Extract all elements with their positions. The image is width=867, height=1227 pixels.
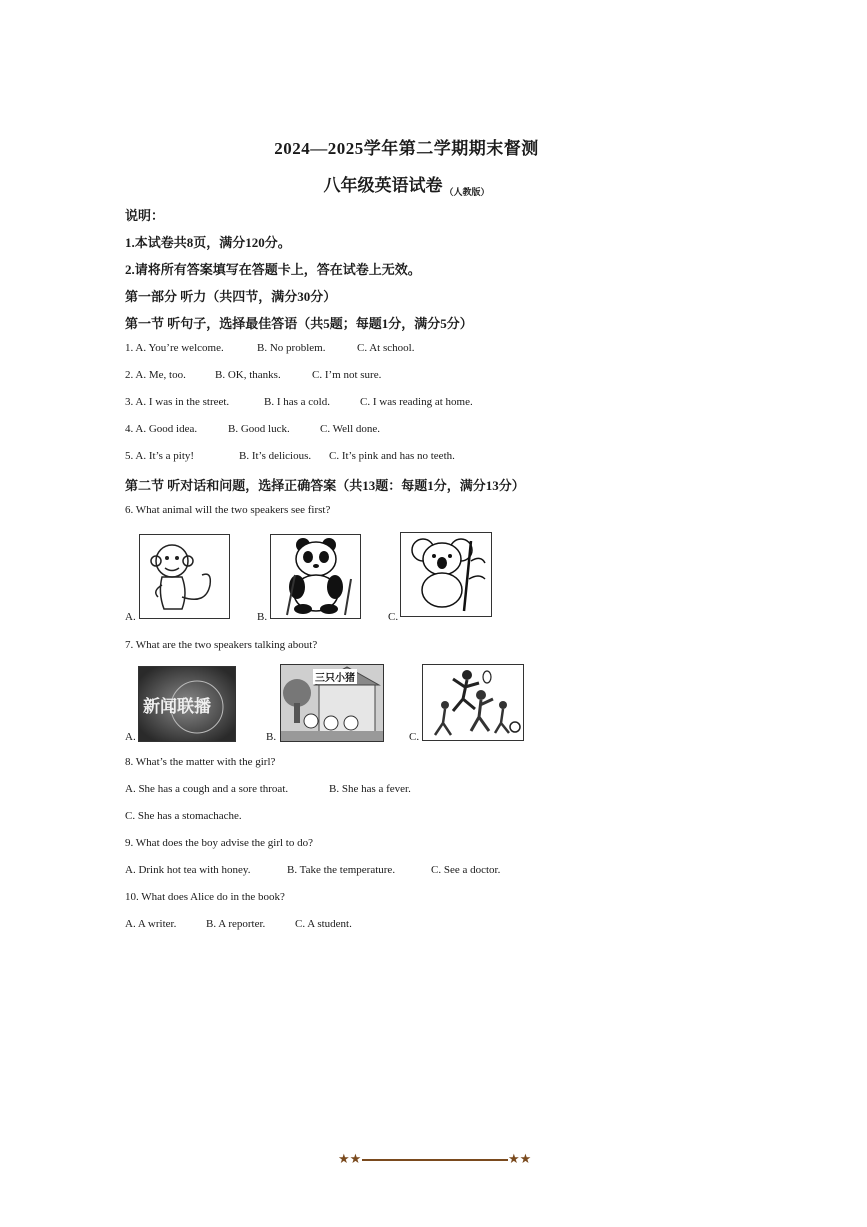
q9-option-a: A. Drink hot tea with honey.	[125, 864, 251, 876]
news-logo-text: 新闻联播	[143, 697, 211, 717]
koala-icon	[401, 533, 491, 616]
exam-title: 2024—2025学年第二学期期末督测	[274, 139, 539, 158]
q8-option-c: C. She has a stomachache.	[125, 810, 242, 822]
question-3	[125, 396, 229, 408]
q8-option-b: B. She has a fever.	[329, 783, 411, 795]
footer-stars-right: ★★	[508, 1151, 532, 1166]
news-program-picture	[138, 666, 236, 742]
koala-picture	[400, 532, 492, 617]
q5-option-c: C. It’s pink and has no teeth.	[329, 450, 455, 462]
footer-divider	[362, 1159, 508, 1161]
q2-option-b: B. OK, thanks.	[215, 369, 281, 381]
notes-heading: 说明：	[125, 208, 165, 223]
question-number: 4.	[125, 423, 134, 435]
question-number: 2.	[125, 369, 134, 381]
q9-option-b: B. Take the temperature.	[287, 864, 396, 876]
q1-option-b: B. No problem.	[257, 342, 326, 354]
panda-icon	[271, 535, 360, 618]
option-a: A. It’s a pity!	[135, 450, 195, 462]
q3-option-b: B. I has a cold.	[264, 396, 330, 408]
q4-option-b: B. Good luck.	[228, 423, 290, 435]
cartoon-sign-text: 三只小猪	[313, 669, 357, 684]
question-7-stem: 7. What are the two speakers talking about?	[125, 639, 318, 651]
option-a: A. You’re welcome.	[135, 342, 224, 354]
q7-label-c: C.	[409, 731, 420, 743]
question-9-stem: 9. What does the boy advise the girl to do?	[125, 837, 313, 849]
q10-option-c: C. A student.	[295, 918, 352, 930]
footer-stars-left: ★★	[338, 1151, 362, 1166]
note-item-2: 2.请将所有答案填写在答题卡上，答在试卷上无效。	[125, 262, 421, 277]
section2-heading: 第二节 听对话和问题，选择正确答案（共13题：每题1分，满分13分）	[125, 478, 525, 493]
q2-option-c: C. I’m not sure.	[312, 369, 382, 381]
question-8-stem: 8. What’s the matter with the girl?	[125, 756, 276, 768]
edition-label: （人教版）	[444, 187, 490, 197]
option-a: A. Good idea.	[135, 423, 198, 435]
q7-label-a: A.	[125, 731, 136, 743]
question-2	[125, 369, 186, 381]
question-number: 5.	[125, 450, 134, 462]
question-number: 3.	[125, 396, 134, 408]
question-6-stem: 6. What animal will the two speakers see first?	[125, 504, 331, 516]
question-5	[125, 450, 194, 462]
question-4	[125, 423, 197, 435]
q9-option-c: C. See a doctor.	[431, 864, 501, 876]
question-1	[125, 342, 224, 354]
sports-players-icon	[423, 665, 523, 740]
subtitle-text: 八年级英语试卷	[323, 176, 443, 195]
q10-option-a: A. A writer.	[125, 918, 177, 930]
panda-picture	[270, 534, 361, 619]
monkey-picture	[139, 534, 230, 619]
q7-label-b: B.	[266, 731, 277, 743]
cartoon-picture	[280, 664, 384, 742]
section1-heading: 第一节 听句子，选择最佳答语（共5题；每题1分，满分5分）	[125, 316, 473, 331]
monkey-icon	[140, 535, 229, 618]
option-a: A. I was in the street.	[135, 396, 230, 408]
note-item-1: 1.本试卷共8页，满分120分。	[125, 235, 291, 250]
exam-subtitle	[0, 171, 813, 198]
part1-heading: 第一部分 听力（共四节，满分30分）	[125, 289, 337, 304]
q1-option-c: C. At school.	[357, 342, 415, 354]
sports-picture	[422, 664, 524, 741]
q5-option-b: B. It’s delicious.	[239, 450, 312, 462]
q4-option-c: C. Well done.	[320, 423, 381, 435]
q6-label-a: A.	[125, 611, 136, 623]
q6-label-c: C.	[388, 611, 399, 623]
q8-option-a: A. She has a cough and a sore throat.	[125, 783, 289, 795]
q10-option-b: B. A reporter.	[206, 918, 266, 930]
question-10-stem: 10. What does Alice do in the book?	[125, 891, 285, 903]
option-a: A. Me, too.	[135, 369, 186, 381]
question-number: 1.	[125, 342, 134, 354]
q3-option-c: C. I was reading at home.	[360, 396, 473, 408]
q6-label-b: B.	[257, 611, 268, 623]
